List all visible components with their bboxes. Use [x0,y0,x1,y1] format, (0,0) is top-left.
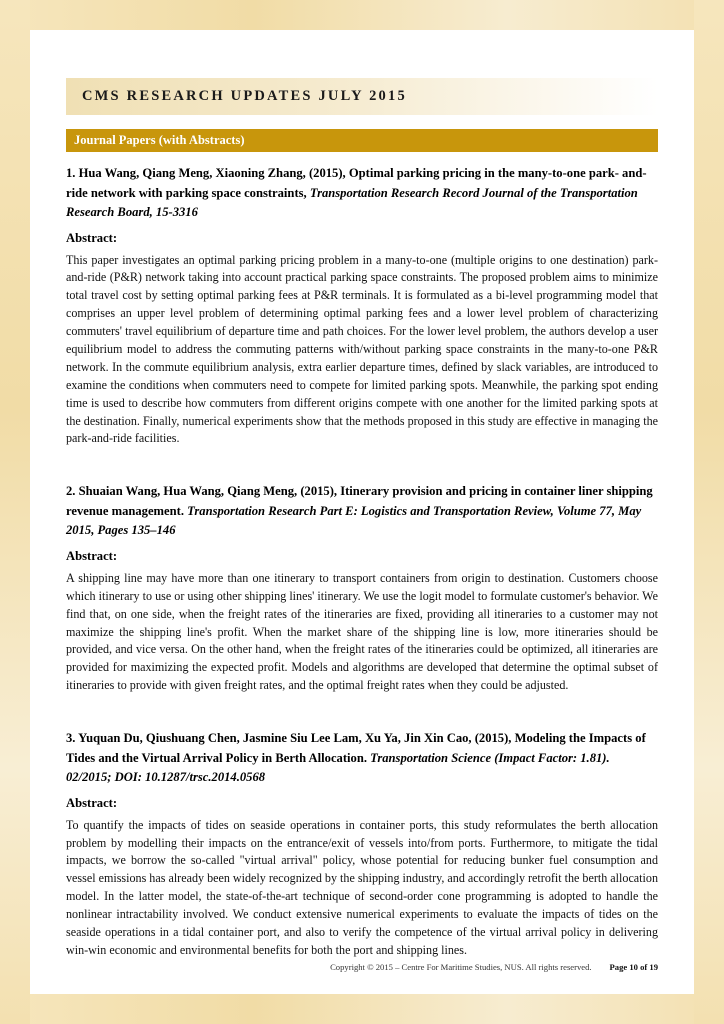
page-border-right [694,0,724,1024]
section-heading-journal-papers: Journal Papers (with Abstracts) [66,129,658,152]
page-footer [66,962,658,972]
entry-spacer [66,713,658,729]
page-border-top [0,0,724,30]
entry-citation-text: 3. Yuquan Du, Qiushuang Chen, Jasmine Siu Lee Lam, Xu Ya, Jin Xin Cao, (2015), Modeling the Impacts of Tides and the Virtual Arrival Policy in Berth Allocation. [66,731,646,765]
entry-citation [66,482,658,541]
abstract-text: To quantify the impacts of tides on seaside operations in container ports, this study reformulates the berth allocation problem by modelling their impacts on the entrance/exit of vessels into/from ports. Furthermore, to mitigate the tidal impacts, we borrow the so-called "virtual arrival" policy, whose potential for reducing bunker fuel consumption and vessel emissions has already been widely recognized by the shipping industry, and accordingly retrofit the berth allocation model. In the latter model, the state-of-the-art technique of second-order cone programming is adopted to handle the nonlinear intractability involved. We conduct extensive numerical experiments to evaluate the impacts of tides on the seaside operations in a tidal container port, and also to verify the competence of the virtual arrival policy in delivering win-win economic and environmental benefits for both the port and shipping lines. [66,817,658,957]
entry-journal-name: Transportation Science (Impact Factor: 1.81). 02/2015; DOI: 10.1287/trsc.2014.0568 [66,750,610,785]
journal-entry [66,164,658,448]
abstract-text: A shipping line may have more than one itinerary to transport containers from origin to destination. Customers choose which itinerary to use or using other shipping lines' itinerary. We use the logit model to formulate customer's behavior. We find that, on one side, when the freight rates of the itineraries are fixed, providing all itineraries to a customer may not maximize the shipping line's profit. When the market share of the shipping line is low, more itineraries should be provided, and vice versa. On the other hand, when the freight rates of the itineraries could be optimized, all itineraries are provided for maximizing the expected profit. Models and algorithms are developed that determine the optimal subset of itineraries to provide with given freight rates, and the optimal freight rates when they could be adjusted. [66,570,658,693]
abstract-label: Abstract: [66,795,118,810]
entry-journal-name: Transportation Research Part E: Logistics and Transportation Review, Volume 77, May 2015, Pages 135–146 [66,503,642,538]
page-content [30,30,694,994]
entry-citation-text: 2. Shuaian Wang, Hua Wang, Qiang Meng, (2015), Itinerary provision and pricing in container liner shipping revenue management. [66,484,653,518]
page-border-bottom [0,994,724,1024]
document-header [66,78,658,115]
entry-citation-text: 1. Hua Wang, Qiang Meng, Xiaoning Zhang, (2015), Optimal parking pricing in the many-to-one park- and- ride network with parking space constraints, [66,166,647,200]
abstract-text: This paper investigates an optimal parking pricing problem in a many-to-one (multiple origins to one destination) park-and-ride (P&R) network taking into account practical parking space constraints. The proposed problem aims to minimize total travel cost by setting optimal parking fees at P&R terminals. It is formulated as a bi-level programming model that comprises an upper level problem of determining optimal parking fees and a lower level problem of characterizing commuters' travel equilibrium of departure time and path choices. For the lower level problem, the authors develop a user equilibrium model to address the commuting patterns with/without parking space constraints in the many-to-one P&R network. In the commute equilibrium analysis, extra earlier departure times, defined by slack variables, are introduced to examine the conditions when commuters need to compete for limited parking spots. Meanwhile, the parking spot ending time is used to describe how commuters from different origins compete with one another for the limited parking spots at the destination. Finally, numerical experiments show that the methods proposed in this study are effective in managing the park-and-ride facilities. [66,252,658,446]
entry-spacer [66,466,658,482]
footer-copyright: Copyright © 2015 – Centre For Maritime Studies, NUS. All rights reserved. [330,962,592,972]
entry-citation [66,729,658,788]
page-border-left [0,0,30,1024]
journal-entry [66,482,658,695]
abstract-label: Abstract: [66,548,118,563]
footer-page-number: Page 10 of 19 [609,962,658,972]
journal-entry [66,729,658,960]
entry-citation [66,164,658,223]
page-title: CMS RESEARCH UPDATES JULY 2015 [82,88,407,104]
entry-journal-name: Transportation Research Record Journal of the Transportation Research Board, 15-3316 [66,185,638,220]
abstract-label: Abstract: [66,230,118,245]
